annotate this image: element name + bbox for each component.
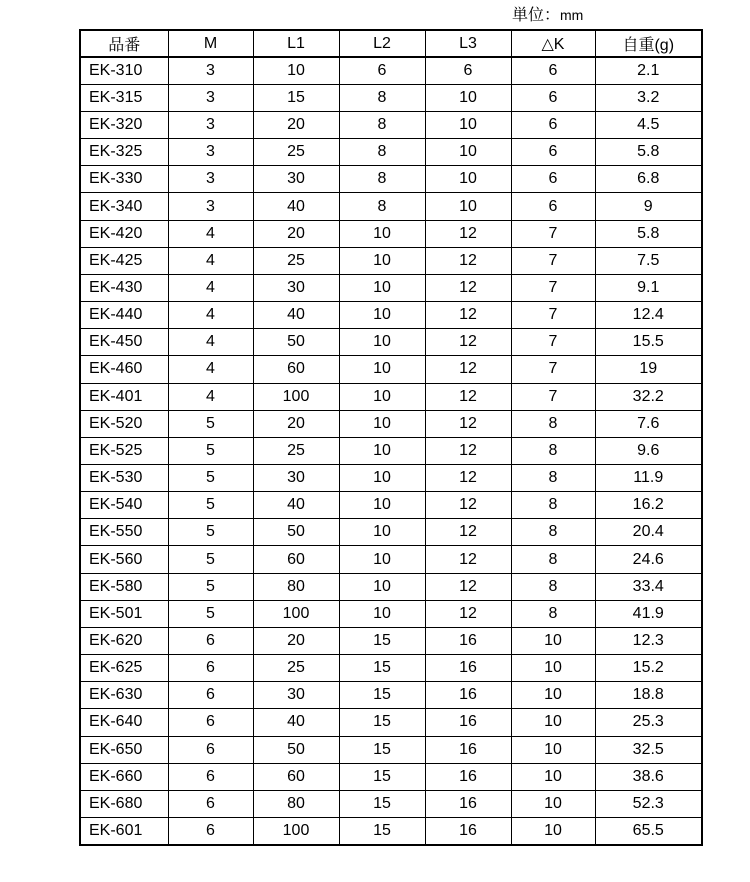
delta-k-cell: 6 xyxy=(511,139,595,166)
delta-k-cell: 6 xyxy=(511,193,595,220)
l3-cell: 16 xyxy=(425,682,511,709)
l3-cell: 16 xyxy=(425,818,511,845)
l2-cell: 10 xyxy=(339,465,425,492)
l1-cell: 25 xyxy=(253,655,339,682)
delta-k-cell: 7 xyxy=(511,329,595,356)
part-number-cell: EK-430 xyxy=(80,274,168,301)
weight-cell: 32.2 xyxy=(595,383,702,410)
delta-k-cell: 8 xyxy=(511,437,595,464)
weight-cell: 20.4 xyxy=(595,519,702,546)
part-number-cell: EK-310 xyxy=(80,57,168,84)
delta-k-cell: 8 xyxy=(511,465,595,492)
m-cell: 4 xyxy=(168,329,253,356)
table-row xyxy=(80,437,702,464)
delta-k-cell: 10 xyxy=(511,790,595,817)
l3-cell: 12 xyxy=(425,465,511,492)
table-row xyxy=(80,573,702,600)
table-row xyxy=(80,220,702,247)
weight-cell: 4.5 xyxy=(595,111,702,138)
l2-cell: 8 xyxy=(339,84,425,111)
l3-cell: 16 xyxy=(425,627,511,654)
table-row xyxy=(80,356,702,383)
l1-cell: 50 xyxy=(253,329,339,356)
l2-cell: 15 xyxy=(339,627,425,654)
weight-cell: 9.1 xyxy=(595,274,702,301)
delta-k-cell: 7 xyxy=(511,383,595,410)
l1-cell: 30 xyxy=(253,465,339,492)
part-number-cell: EK-540 xyxy=(80,492,168,519)
l1-cell: 20 xyxy=(253,111,339,138)
delta-k-cell: 8 xyxy=(511,492,595,519)
delta-k-cell: 7 xyxy=(511,274,595,301)
l2-cell: 6 xyxy=(339,57,425,84)
part-number-cell: EK-320 xyxy=(80,111,168,138)
col-header-l3: L3 xyxy=(425,30,511,57)
m-cell: 6 xyxy=(168,655,253,682)
weight-cell: 5.8 xyxy=(595,220,702,247)
table-row xyxy=(80,274,702,301)
table-row xyxy=(80,84,702,111)
l3-cell: 16 xyxy=(425,736,511,763)
l3-cell: 12 xyxy=(425,220,511,247)
part-number-cell: EK-650 xyxy=(80,736,168,763)
part-number-cell: EK-520 xyxy=(80,410,168,437)
part-number-cell: EK-325 xyxy=(80,139,168,166)
col-header-delta-k: △K xyxy=(511,30,595,57)
l1-cell: 100 xyxy=(253,600,339,627)
m-cell: 3 xyxy=(168,57,253,84)
part-number-cell: EK-550 xyxy=(80,519,168,546)
weight-cell: 5.8 xyxy=(595,139,702,166)
m-cell: 3 xyxy=(168,84,253,111)
table-row xyxy=(80,302,702,329)
l3-cell: 10 xyxy=(425,139,511,166)
l1-cell: 40 xyxy=(253,709,339,736)
weight-cell: 2.1 xyxy=(595,57,702,84)
part-number-cell: EK-680 xyxy=(80,790,168,817)
table-row xyxy=(80,492,702,519)
l2-cell: 10 xyxy=(339,356,425,383)
table-row xyxy=(80,655,702,682)
m-cell: 5 xyxy=(168,573,253,600)
l2-cell: 8 xyxy=(339,111,425,138)
l3-cell: 16 xyxy=(425,709,511,736)
delta-k-cell: 6 xyxy=(511,166,595,193)
weight-cell: 3.2 xyxy=(595,84,702,111)
l1-cell: 100 xyxy=(253,818,339,845)
part-number-cell: EK-601 xyxy=(80,818,168,845)
delta-k-cell: 6 xyxy=(511,57,595,84)
col-header-l2: L2 xyxy=(339,30,425,57)
l2-cell: 10 xyxy=(339,274,425,301)
table-row xyxy=(80,519,702,546)
m-cell: 4 xyxy=(168,274,253,301)
part-number-cell: EK-525 xyxy=(80,437,168,464)
delta-k-cell: 10 xyxy=(511,818,595,845)
l3-cell: 12 xyxy=(425,247,511,274)
m-cell: 4 xyxy=(168,356,253,383)
m-cell: 4 xyxy=(168,383,253,410)
unit-label: 単位： xyxy=(512,7,561,24)
l2-cell: 10 xyxy=(339,600,425,627)
table-row xyxy=(80,546,702,573)
delta-k-cell: 8 xyxy=(511,519,595,546)
l2-cell: 15 xyxy=(339,818,425,845)
l2-cell: 8 xyxy=(339,166,425,193)
m-cell: 6 xyxy=(168,682,253,709)
weight-cell: 25.3 xyxy=(595,709,702,736)
weight-cell: 12.4 xyxy=(595,302,702,329)
delta-k-cell: 6 xyxy=(511,84,595,111)
l2-cell: 8 xyxy=(339,139,425,166)
m-cell: 4 xyxy=(168,247,253,274)
l1-cell: 15 xyxy=(253,84,339,111)
l3-cell: 10 xyxy=(425,111,511,138)
delta-k-cell: 10 xyxy=(511,709,595,736)
part-number-cell: EK-640 xyxy=(80,709,168,736)
l1-cell: 25 xyxy=(253,247,339,274)
weight-cell: 7.5 xyxy=(595,247,702,274)
part-number-cell: EK-460 xyxy=(80,356,168,383)
l2-cell: 10 xyxy=(339,220,425,247)
weight-cell: 9 xyxy=(595,193,702,220)
table-row xyxy=(80,600,702,627)
l3-cell: 16 xyxy=(425,763,511,790)
l3-cell: 16 xyxy=(425,790,511,817)
weight-cell: 11.9 xyxy=(595,465,702,492)
l1-cell: 50 xyxy=(253,519,339,546)
table-body xyxy=(80,57,702,845)
m-cell: 6 xyxy=(168,709,253,736)
table-row xyxy=(80,790,702,817)
l2-cell: 10 xyxy=(339,519,425,546)
part-number-cell: EK-660 xyxy=(80,763,168,790)
m-cell: 5 xyxy=(168,410,253,437)
delta-k-cell: 7 xyxy=(511,356,595,383)
l1-cell: 60 xyxy=(253,546,339,573)
part-number-cell: EK-630 xyxy=(80,682,168,709)
weight-cell: 33.4 xyxy=(595,573,702,600)
weight-cell: 38.6 xyxy=(595,763,702,790)
delta-k-cell: 8 xyxy=(511,410,595,437)
delta-k-cell: 7 xyxy=(511,302,595,329)
col-header-part-number: 品番 xyxy=(80,30,168,57)
table-row xyxy=(80,465,702,492)
l1-cell: 50 xyxy=(253,736,339,763)
l3-cell: 10 xyxy=(425,166,511,193)
l3-cell: 16 xyxy=(425,655,511,682)
part-number-cell: EK-401 xyxy=(80,383,168,410)
l2-cell: 15 xyxy=(339,736,425,763)
l2-cell: 10 xyxy=(339,492,425,519)
part-number-cell: EK-420 xyxy=(80,220,168,247)
l1-cell: 20 xyxy=(253,627,339,654)
l1-cell: 40 xyxy=(253,193,339,220)
l1-cell: 100 xyxy=(253,383,339,410)
part-number-cell: EK-580 xyxy=(80,573,168,600)
l3-cell: 12 xyxy=(425,302,511,329)
m-cell: 5 xyxy=(168,600,253,627)
part-number-cell: EK-560 xyxy=(80,546,168,573)
l2-cell: 10 xyxy=(339,573,425,600)
l3-cell: 10 xyxy=(425,84,511,111)
delta-k-cell: 10 xyxy=(511,655,595,682)
table-row xyxy=(80,763,702,790)
l3-cell: 12 xyxy=(425,274,511,301)
l2-cell: 15 xyxy=(339,790,425,817)
l3-cell: 12 xyxy=(425,437,511,464)
l3-cell: 12 xyxy=(425,383,511,410)
m-cell: 6 xyxy=(168,818,253,845)
header-row xyxy=(80,30,702,57)
col-header-m: M xyxy=(168,30,253,57)
m-cell: 5 xyxy=(168,437,253,464)
l2-cell: 10 xyxy=(339,383,425,410)
l1-cell: 80 xyxy=(253,790,339,817)
unit-note xyxy=(512,4,583,27)
delta-k-cell: 7 xyxy=(511,247,595,274)
part-number-cell: EK-450 xyxy=(80,329,168,356)
weight-cell: 9.6 xyxy=(595,437,702,464)
weight-cell: 6.8 xyxy=(595,166,702,193)
delta-k-cell: 10 xyxy=(511,736,595,763)
delta-k-cell: 8 xyxy=(511,546,595,573)
weight-cell: 15.2 xyxy=(595,655,702,682)
table-row xyxy=(80,111,702,138)
l3-cell: 12 xyxy=(425,600,511,627)
l1-cell: 20 xyxy=(253,410,339,437)
l3-cell: 12 xyxy=(425,546,511,573)
l1-cell: 40 xyxy=(253,302,339,329)
col-header-weight: 自重(g) xyxy=(595,30,702,57)
l1-cell: 10 xyxy=(253,57,339,84)
m-cell: 3 xyxy=(168,193,253,220)
table-row xyxy=(80,627,702,654)
l1-cell: 25 xyxy=(253,139,339,166)
l3-cell: 12 xyxy=(425,519,511,546)
l3-cell: 12 xyxy=(425,492,511,519)
l2-cell: 15 xyxy=(339,655,425,682)
m-cell: 6 xyxy=(168,790,253,817)
weight-cell: 16.2 xyxy=(595,492,702,519)
weight-cell: 12.3 xyxy=(595,627,702,654)
part-number-cell: EK-330 xyxy=(80,166,168,193)
l2-cell: 8 xyxy=(339,193,425,220)
m-cell: 3 xyxy=(168,139,253,166)
l3-cell: 12 xyxy=(425,410,511,437)
spec-table xyxy=(79,29,703,846)
l2-cell: 15 xyxy=(339,763,425,790)
l3-cell: 10 xyxy=(425,193,511,220)
l3-cell: 12 xyxy=(425,573,511,600)
part-number-cell: EK-625 xyxy=(80,655,168,682)
delta-k-cell: 8 xyxy=(511,600,595,627)
m-cell: 3 xyxy=(168,111,253,138)
table-row xyxy=(80,57,702,84)
table-row xyxy=(80,818,702,845)
col-header-l1: L1 xyxy=(253,30,339,57)
l1-cell: 40 xyxy=(253,492,339,519)
l2-cell: 15 xyxy=(339,682,425,709)
table-row xyxy=(80,709,702,736)
delta-k-cell: 10 xyxy=(511,627,595,654)
table-header xyxy=(80,30,702,57)
m-cell: 6 xyxy=(168,627,253,654)
weight-cell: 19 xyxy=(595,356,702,383)
delta-k-cell: 6 xyxy=(511,111,595,138)
weight-cell: 52.3 xyxy=(595,790,702,817)
weight-cell: 24.6 xyxy=(595,546,702,573)
table-row xyxy=(80,410,702,437)
delta-k-cell: 8 xyxy=(511,573,595,600)
m-cell: 5 xyxy=(168,492,253,519)
part-number-cell: EK-501 xyxy=(80,600,168,627)
m-cell: 4 xyxy=(168,302,253,329)
l2-cell: 10 xyxy=(339,437,425,464)
m-cell: 5 xyxy=(168,519,253,546)
table-row xyxy=(80,193,702,220)
m-cell: 3 xyxy=(168,166,253,193)
delta-k-cell: 10 xyxy=(511,682,595,709)
m-cell: 5 xyxy=(168,465,253,492)
l2-cell: 10 xyxy=(339,410,425,437)
delta-k-cell: 7 xyxy=(511,220,595,247)
table-row xyxy=(80,166,702,193)
weight-cell: 15.5 xyxy=(595,329,702,356)
weight-cell: 41.9 xyxy=(595,600,702,627)
l1-cell: 30 xyxy=(253,682,339,709)
table-row xyxy=(80,247,702,274)
m-cell: 5 xyxy=(168,546,253,573)
l1-cell: 20 xyxy=(253,220,339,247)
m-cell: 4 xyxy=(168,220,253,247)
unit-value: mm xyxy=(560,7,584,23)
weight-cell: 18.8 xyxy=(595,682,702,709)
l1-cell: 60 xyxy=(253,763,339,790)
l1-cell: 60 xyxy=(253,356,339,383)
table-row xyxy=(80,383,702,410)
m-cell: 6 xyxy=(168,736,253,763)
l2-cell: 10 xyxy=(339,329,425,356)
weight-cell: 7.6 xyxy=(595,410,702,437)
l2-cell: 10 xyxy=(339,302,425,329)
part-number-cell: EK-530 xyxy=(80,465,168,492)
part-number-cell: EK-620 xyxy=(80,627,168,654)
part-number-cell: EK-425 xyxy=(80,247,168,274)
table-row xyxy=(80,329,702,356)
l3-cell: 12 xyxy=(425,356,511,383)
l1-cell: 30 xyxy=(253,166,339,193)
l1-cell: 80 xyxy=(253,573,339,600)
delta-k-cell: 10 xyxy=(511,763,595,790)
weight-cell: 32.5 xyxy=(595,736,702,763)
table-row xyxy=(80,139,702,166)
m-cell: 6 xyxy=(168,763,253,790)
l2-cell: 10 xyxy=(339,546,425,573)
part-number-cell: EK-440 xyxy=(80,302,168,329)
l2-cell: 15 xyxy=(339,709,425,736)
l1-cell: 30 xyxy=(253,274,339,301)
l2-cell: 10 xyxy=(339,247,425,274)
part-number-cell: EK-340 xyxy=(80,193,168,220)
l1-cell: 25 xyxy=(253,437,339,464)
weight-cell: 65.5 xyxy=(595,818,702,845)
l3-cell: 6 xyxy=(425,57,511,84)
table-row xyxy=(80,682,702,709)
l3-cell: 12 xyxy=(425,329,511,356)
part-number-cell: EK-315 xyxy=(80,84,168,111)
table-row xyxy=(80,736,702,763)
